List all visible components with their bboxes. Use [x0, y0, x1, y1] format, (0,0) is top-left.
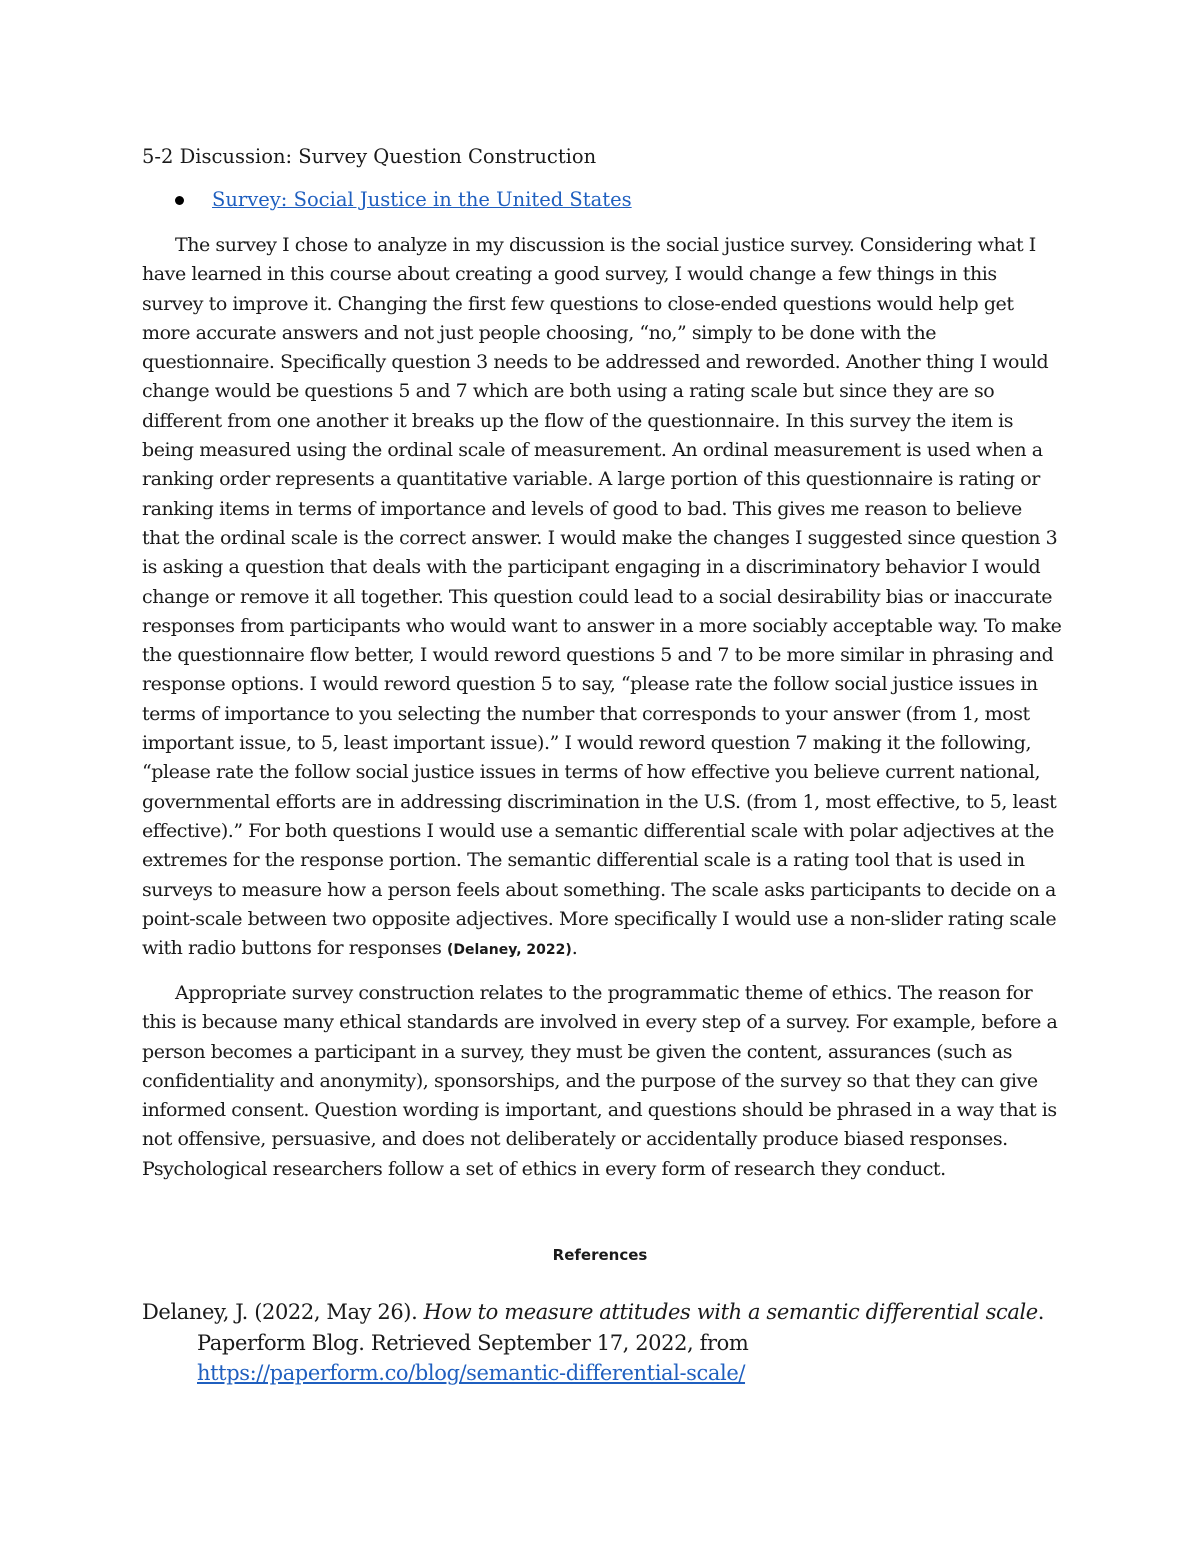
- reference-title: How to measure attitudes with a semantic differential scale: [423, 1300, 1038, 1324]
- reference-title-end: .: [1037, 1300, 1045, 1324]
- reference-author-date: Delaney, J. (2022, May 26).: [142, 1300, 424, 1324]
- reference-url-link[interactable]: https://paperform.co/blog/semantic-differential-scale/: [197, 1361, 746, 1385]
- body-paragraph-1: [142, 231, 1062, 965]
- reference-source: Paperform Blog. Retrieved September 17, 2022, from: [197, 1330, 749, 1355]
- bullet-icon: [175, 196, 184, 205]
- in-text-citation: (Delaney, 2022): [446, 942, 572, 959]
- survey-link[interactable]: Survey: Social Justice in the United States: [212, 188, 632, 211]
- bullet-list-item: [142, 186, 1042, 214]
- paragraph-1-text: The survey I chose to analyze in my discussion is the social justice survey. Considering what I have learned in this course about creating a good survey, I would change a few things in this survey to improve it. Changing the first few questions to close-ended questions would help get more accurate answers and not just people choosing, “no,” simply to be done with the questionnaire. Specifically question 3 needs to be addressed and reworded. Another thing I would change would be questions 5 and 7 which are both using a rating scale but since they are so different from one another it breaks up the flow of the questionnaire. In this survey the item is being measured using the ordinal scale of measurement. An ordinal measurement is used when a ranking order represents a quantitative variable. A large portion of this questionnaire is rating or ranking items in terms of importance and levels of good to bad. This gives me reason to believe that the ordinal scale is the correct answer. I would make the changes I suggested since question 3 is asking a question that deals with the participant engaging in a discriminatory behavior I would change or remove it all together. This question could lead to a social desirability bias or inaccurate responses from participants who would want to answer in a more sociably acceptable way. To make the questionnaire flow better, I would reword questions 5 and 7 to be more similar in phrasing and response options. I would reword question 5 to say, “please rate the follow social justice issues in terms of importance to you selecting the number that corresponds to your answer (from 1, most important issue, to 5, least important issue).” I would reword question 7 making it the following, “please rate the follow social justice issues in terms of how effective you believe current national, governmental efforts are in addressing discrimination in the U.S. (from 1, most effective, to 5, least effective).” For both questions I would use a semantic differential scale with polar adjectives at the extremes for the response portion. The semantic differential scale is a rating tool that is used in surveys to measure how a person feels about something. The scale asks participants to decide on a point-scale between two opposite adjectives. More specifically I would use a non-slider rating scale with radio buttons for responses: [142, 234, 1062, 960]
- reference-entry: [142, 1297, 1117, 1389]
- references-heading: References: [552, 1246, 648, 1264]
- body-paragraph-2: Appropriate survey construction relates to the programmatic theme of ethics. The reason for this is because many ethical standards are involved in every step of a survey. For example, before a person becomes a participant in a survey, they must be given the content, assurances (such as confidentiality and anonymity), sponsorships, and the purpose of the survey so that they can give informed consent. Question wording is important, and questions should be phrased in a way that is not offensive, persuasive, and does not deliberately or accidentally produce biased responses. Psychological researchers follow a set of ethics in every form of research they conduct.: [142, 982, 1058, 1180]
- page-title: 5-2 Discussion: Survey Question Construction: [142, 145, 597, 168]
- paragraph-1-end: .: [571, 937, 578, 960]
